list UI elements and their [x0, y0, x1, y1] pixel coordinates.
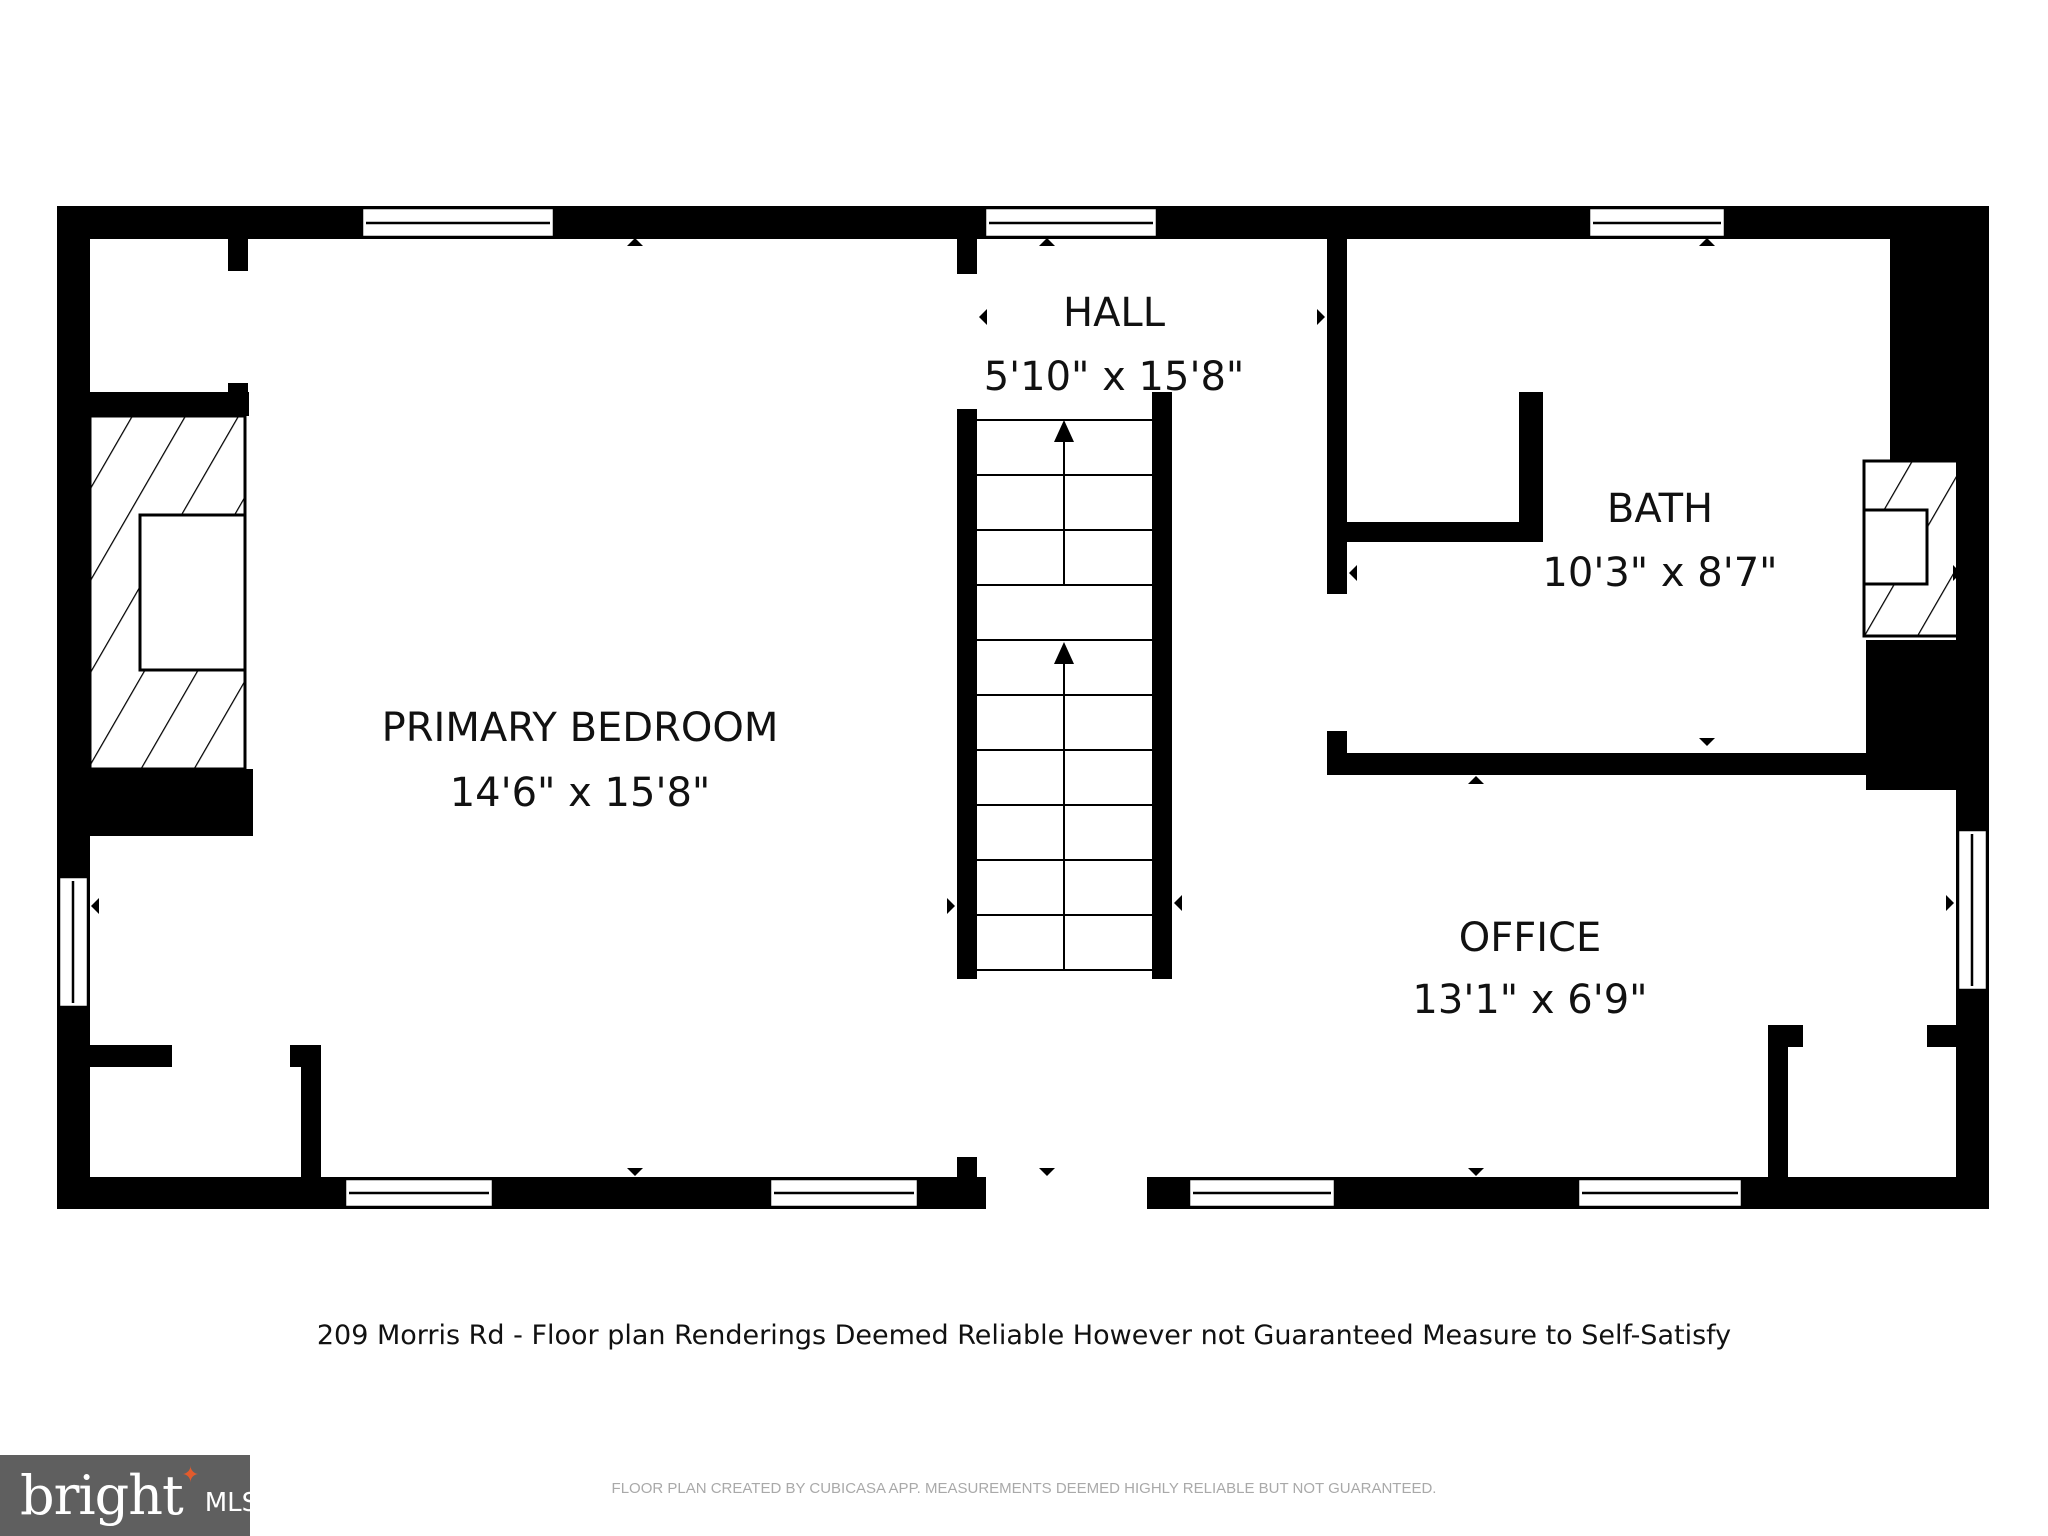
room-office	[1412, 915, 1647, 1023]
room-name: BATH	[1606, 486, 1714, 532]
room-dimensions: 10'3" x 8'7"	[1542, 550, 1778, 596]
room-name: OFFICE	[1458, 915, 1602, 961]
logo-brand-text: bright	[20, 1463, 183, 1527]
floor-plan-caption: 209 Morris Rd - Floor plan Renderings Deemed Reliable However not Guaranteed Measure to Self-Satisfy	[316, 1320, 1732, 1351]
floor-plan-disclaimer: FLOOR PLAN CREATED BY CUBICASA APP. MEASUREMENTS DEEMED HIGHLY RELIABLE BUT NOT GUARANTEED.	[611, 1480, 1437, 1497]
staircase	[977, 420, 1152, 970]
room-name: PRIMARY BEDROOM	[381, 705, 779, 751]
logo-brand	[20, 1462, 199, 1527]
room-primary-bedroom	[382, 705, 779, 816]
fireplace-bath	[1864, 461, 1959, 636]
room-name: HALL	[1062, 290, 1166, 336]
room-hall	[984, 290, 1245, 400]
room-dimensions: 5'10" x 15'8"	[983, 354, 1245, 400]
room-bath	[1542, 486, 1777, 596]
logo-accent-icon: ✦	[181, 1462, 199, 1488]
up-arrow-icon	[1054, 642, 1074, 664]
logo-suffix: MLS	[204, 1487, 259, 1518]
fireplace-bedroom	[90, 416, 245, 769]
room-dimensions: 13'1" x 6'9"	[1412, 977, 1648, 1023]
bright-mls-logo	[0, 1455, 259, 1536]
up-arrow-icon	[1054, 420, 1074, 442]
room-dimensions: 14'6" x 15'8"	[449, 770, 711, 816]
